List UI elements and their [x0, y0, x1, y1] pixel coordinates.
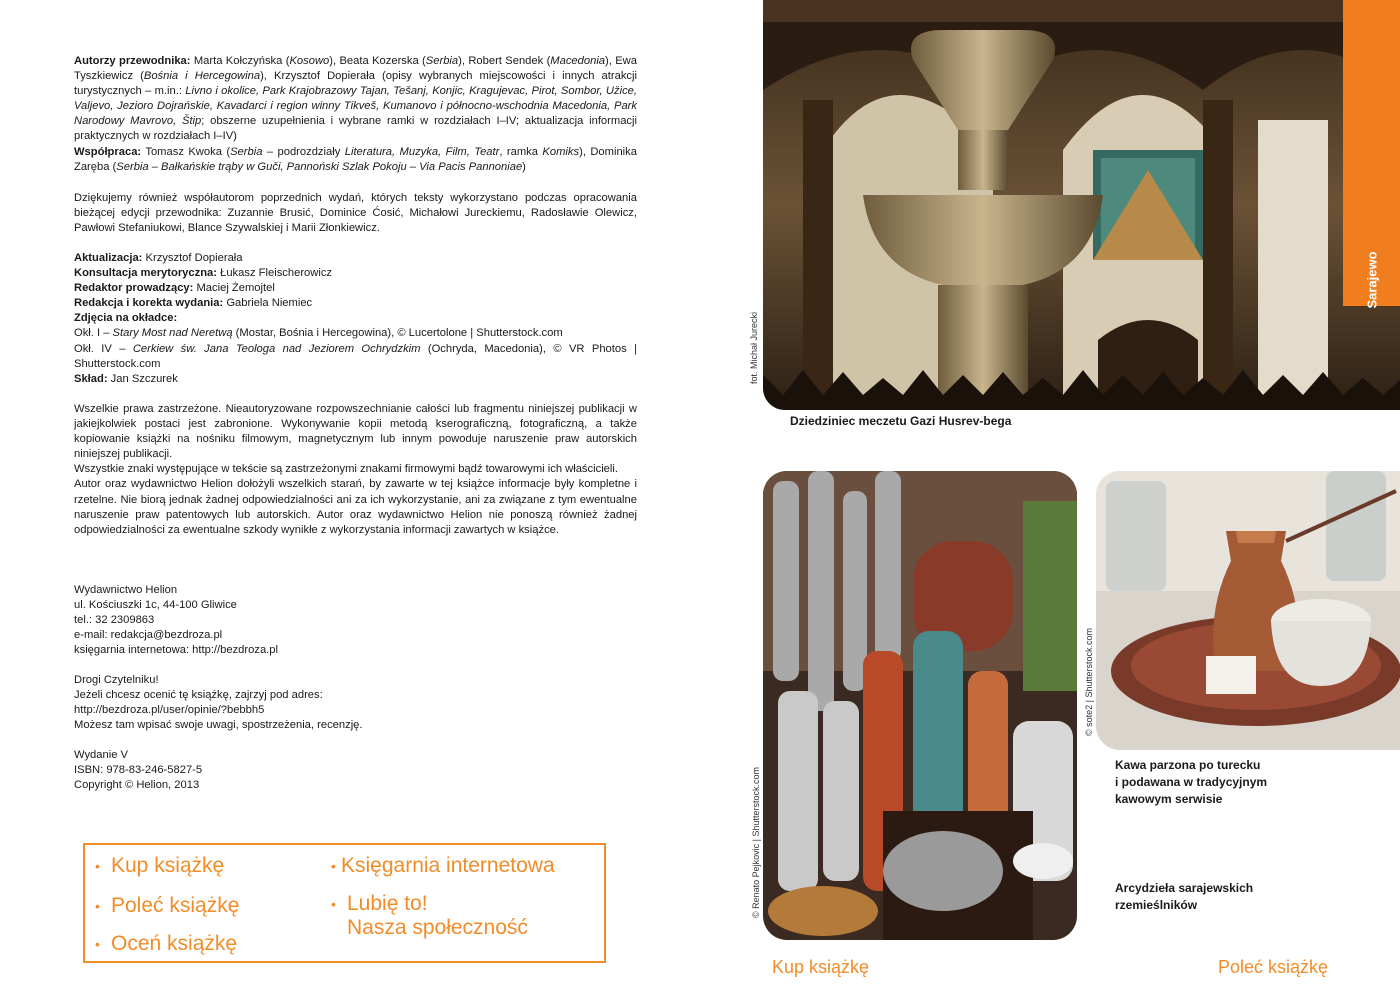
- copyright: Copyright © Helion, 2013: [74, 779, 200, 792]
- edition-number: Wydanie V: [74, 749, 128, 761]
- edition-block: [74, 748, 637, 793]
- reader-block: [74, 673, 637, 733]
- bullet-icon: •: [331, 858, 336, 875]
- authors-text: ), Krzysztof Dopierała (opisy wybranych miejscowości i innych atrakcji turystycznych – m.in.:: [74, 70, 637, 98]
- credit-value: (Ochryda, Macedonia), © VR Photos | Shutterstock.com: [74, 342, 637, 370]
- credit-cover1: [74, 326, 637, 341]
- bullet-icon: •: [331, 896, 336, 913]
- photo2-caption-line: Arcydzieła sarajewskich: [1115, 881, 1254, 895]
- like-link[interactable]: [331, 892, 428, 916]
- coffee-image: [1096, 471, 1400, 750]
- photo3-credit-text: © sote2 | Shutterstock.com: [1084, 627, 1094, 736]
- credit-update: [74, 251, 637, 266]
- publisher-email: e-mail: redakcja@bezdroza.pl: [74, 629, 223, 642]
- reader-greeting: Drogi Czytelniku!: [74, 674, 159, 686]
- publisher-shop: księgarnia internetowa: http://bezdroza.pl: [74, 644, 278, 657]
- bullet-icon: •: [95, 858, 100, 875]
- credit-editor: [74, 281, 637, 296]
- buy-book-label: Kup książkę: [111, 854, 225, 877]
- cooperation-italic: Serbia: [230, 145, 263, 158]
- publisher-block: [74, 583, 637, 658]
- authors-country: Serbia: [425, 55, 459, 67]
- credit-value: Jan Szczurek: [107, 372, 178, 385]
- reader-line: Możesz tam wpisać swoje uwagi, spostrzeżenia, recenzję.: [74, 719, 363, 732]
- photo3-credit: [1084, 628, 1094, 736]
- authors-country: Kosowo: [289, 55, 330, 67]
- publisher-address: ul. Kościuszki 1c, 44-100 Gliwice: [74, 599, 237, 612]
- credit-consult: [74, 266, 637, 281]
- cooperation-label: Współpraca:: [74, 145, 142, 158]
- publisher-name: Wydawnictwo Helion: [74, 584, 178, 596]
- online-shop-link[interactable]: [331, 854, 555, 878]
- credit-typeset: [74, 372, 637, 387]
- mosque-courtyard-image: [763, 0, 1400, 410]
- cooperation-italic: Serbia – Bałkańskie trąby w Guči, Pannoński Szlak Pokoju – Via Pacis Pannoniae: [116, 160, 523, 173]
- cooperation-paragraph: [74, 145, 637, 175]
- bullet-icon: •: [95, 936, 100, 953]
- cooperation-italic: Komiks: [542, 145, 580, 158]
- credit-italic: Cerkiew św. Jana Teologa nad Jeziorem Ochrydzkim: [132, 342, 421, 355]
- authors-places: Livno i okolice, Park Krajobrazowy Tajan, Tešanj, Konjic, Kragujevac, Pirot, Sombor, Užice, Valjevo, Jezioro Dojrańskie, Kavadarci i region winny Tikveš, Kumanovo i północno-wschodnia Macedonia, Park Narodowy Mavrovo, Štip: [74, 85, 637, 128]
- authors-country: Macedonia: [550, 55, 606, 67]
- photo3-caption-line: i podawana w tradycyjnym: [1115, 775, 1268, 789]
- credit-value: Krzysztof Dopierała: [142, 252, 243, 264]
- like-label: Lubię to!: [347, 892, 428, 915]
- community-label: Nasza społeczność: [347, 916, 528, 939]
- authors-country: Bośnia i Hercegowina: [143, 70, 261, 83]
- credit-cover-label: [74, 311, 637, 326]
- rate-book-link[interactable]: [95, 932, 237, 956]
- authors-label: Autorzy przewodnika:: [74, 55, 191, 67]
- footer-recommend-link[interactable]: [1218, 957, 1328, 978]
- credit-cover4: [74, 342, 637, 372]
- reader-line: Jeżeli chcesz ocenić tę książkę, zajrzyj pod adres:: [74, 689, 323, 702]
- bullet-icon: •: [95, 898, 100, 915]
- recommend-book-label: Poleć książkę: [111, 894, 240, 917]
- authors-text: ; obszerne uzupełnienia i wybrane ramki w rozdziałach I–IV; aktualizacja informacji praktycznych w rozdziałach I–IV): [74, 115, 637, 143]
- credit-italic: Stary Most nad Neretwą: [112, 327, 233, 340]
- cooperation-italic: Literatura, Muzyka, Film, Teatr: [344, 145, 500, 158]
- photo2-credit-text: © Renato Pejkovic | Shutterstock.com: [751, 766, 761, 918]
- promo-box: [83, 843, 606, 963]
- credit-value: Okł. I –: [74, 327, 113, 340]
- credit-value: (Mostar, Bośnia i Hercegowina), © Lucertolone | Shutterstock.com: [232, 327, 563, 340]
- mosque-courtyard-photo: [763, 0, 1400, 410]
- credits-block: [74, 251, 637, 387]
- credit-label: Aktualizacja:: [74, 252, 143, 264]
- rate-book-label: Oceń książkę: [111, 932, 238, 955]
- chapter-tab-text: Sarajewo: [1364, 251, 1379, 309]
- crafts-photo: [763, 471, 1077, 940]
- photo3-caption-line: Kawa parzona po turecku: [1115, 758, 1261, 772]
- photo1-caption-text: Dziedziniec meczetu Gazi Husrev-bega: [790, 414, 1012, 428]
- isbn: ISBN: 978-83-246-5827-5: [74, 764, 203, 777]
- footer-buy-label: Kup książkę: [772, 957, 870, 977]
- photo3-caption: [1115, 757, 1267, 808]
- credit-label: Redakcja i korekta wydania:: [74, 297, 224, 310]
- authors-text: ), Robert Sendek (: [458, 55, 551, 67]
- authors-text: ), Ewa Tyszkiewicz (: [74, 55, 637, 83]
- credit-label: Zdjęcia na okładce:: [74, 312, 178, 325]
- legal-paragraph: Autor oraz wydawnictwo Helion dołożyli wszelkich starań, by zawarte w tej książce informacje były kompletne i rzetelne. Nie biorą jednak żadnej odpowiedzialności ani za ich wykorzystanie, ani za związane z tym ewentualne naruszenie praw patentowych lub autorskich. Autor oraz wydawnictwo Helion nie ponoszą również żadnej odpowiedzialności za ewentualne szkody wynikłe z wykorzystania informacji zawartych w książce.: [74, 478, 637, 536]
- authors-block: [74, 54, 637, 175]
- chapter-tab-label: [1343, 250, 1400, 310]
- credit-label: Konsultacja merytoryczna:: [74, 267, 217, 280]
- photo2-caption-line: rzemieślników: [1115, 898, 1198, 912]
- cooperation-text: Tomasz Kwoka (: [141, 145, 231, 158]
- thanks-paragraph: Dziękujemy również współautorom poprzednich wydań, których teksty wykorzystano podczas opracowania bieżącej edycji przewodnika: Zuzannie Brusić, Dominice Ćosić, Michałowi Jureckiemu, Radosławie Olewicz, Pawłowi Stefaniukowi, Blance Szywalskiej i Marii Złonkiewicz.: [74, 192, 637, 235]
- credit-value: Maciej Żemojtel: [193, 282, 275, 295]
- legal-paragraph: Wszelkie prawa zastrzeżone. Nieautoryzowane rozpowszechnianie całości lub fragmentu niniejszej publikacji w jakiejkolwiek postaci jest zabronione. Wykonywanie kopii metodą kserograficzną, fotograficzną, a także kopiowanie książki na nośniku filmowym, magnetycznym lub innym powoduje naruszenie praw autorskich niniejszej publikacji.: [74, 403, 637, 461]
- online-shop-label: Księgarnia internetowa: [341, 854, 555, 877]
- credit-proof: [74, 296, 637, 311]
- credit-label: Redaktor prowadzący:: [74, 282, 194, 295]
- photo3-caption-line: kawowym serwisie: [1115, 792, 1223, 806]
- legal-paragraph: Wszystkie znaki występujące w tekście są zastrzeżonymi znakami firmowymi bądź towarowymi ich właścicieli.: [74, 463, 618, 476]
- recommend-book-link[interactable]: [95, 894, 239, 918]
- authors-paragraph: [74, 54, 637, 145]
- footer-recommend-label: Poleć książkę: [1218, 957, 1329, 977]
- buy-book-link[interactable]: [95, 854, 224, 878]
- cooperation-text: , ramka: [499, 145, 543, 158]
- credit-value: Łukasz Fleischerowicz: [217, 267, 333, 280]
- photo1-caption: [790, 413, 1011, 430]
- community-link[interactable]: [347, 916, 528, 940]
- credit-value: Okł. IV –: [74, 342, 133, 355]
- credit-value: Gabriela Niemiec: [223, 297, 313, 310]
- reader-url: http://bezdroza.pl/user/opinie/?bebbh5: [74, 704, 265, 717]
- legal-block: [74, 402, 637, 538]
- coffee-photo: [1096, 471, 1400, 750]
- cooperation-text: ), Dominika Zaręba (: [74, 145, 637, 173]
- photo2-caption: [1115, 880, 1253, 914]
- credit-label: Skład:: [74, 372, 108, 385]
- cooperation-text: – podrozdziały: [262, 145, 345, 158]
- authors-text: ), Beata Kozerska (: [329, 55, 426, 67]
- footer-buy-link[interactable]: [772, 957, 869, 978]
- photo1-credit: [749, 312, 759, 384]
- cooperation-text: ): [522, 160, 526, 173]
- thanks-block: [74, 191, 637, 236]
- photo1-credit-text: fot. Michał Jurecki: [749, 311, 759, 384]
- authors-text: Marta Kołczyńska (: [190, 55, 290, 67]
- publisher-phone: tel.: 32 2309863: [74, 614, 155, 627]
- photo2-credit: [751, 767, 761, 918]
- crafts-image: [763, 471, 1077, 940]
